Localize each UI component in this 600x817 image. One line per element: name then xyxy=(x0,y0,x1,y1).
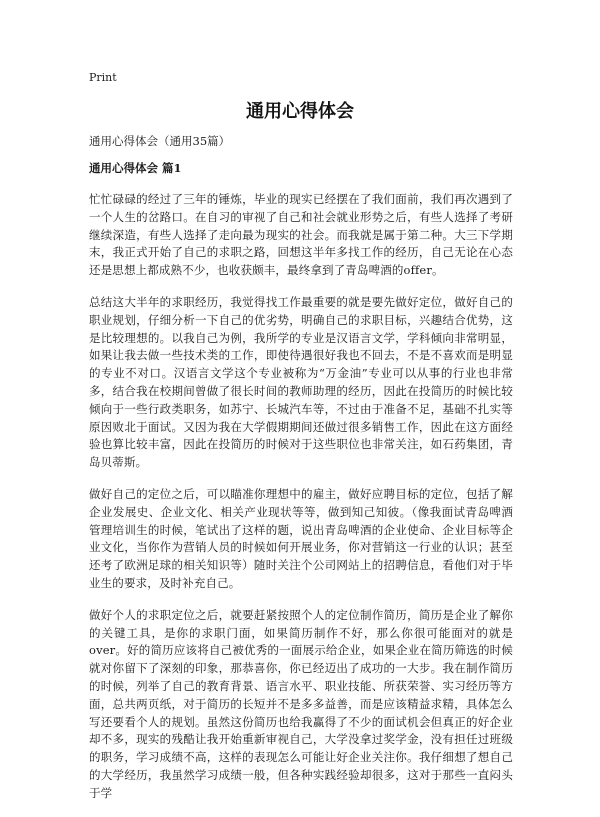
section-heading: 通用心得体会 篇1 xyxy=(89,161,182,175)
document-subtitle: 通用心得体会（通用35篇） xyxy=(89,134,231,148)
article-body xyxy=(89,191,513,817)
print-label: Print xyxy=(89,71,117,84)
paragraph-2: 总结这大半年的求职经历，我觉得找工作最重要的就是要先做好定位，做好自己的职业规划，仔细分析一下自己的优劣势，明确自己的求职目标，兴趣结合优势，这是比较理想的。以我自己为例，我所学的专业是汉语言文学，学科倾向非常明显，如果让我去做一些技术类的工作，即使待遇很好我也不回去，不是不喜欢而是明显的专业不对口。汉语言文学这个专业被称为“万金油”专业可以从事的行业也非常多，结合我在校期间曾做了很长时间的教师助理的经历，因此在投简历的时候比较倾向于一些行政类职务，如苏宁、长城汽车等，不过由于准备不足，基础不扎实等原因败北于面试。又因为我在大学假期期间还做过很多销售工作，因此在这方面经验也算比较丰富，因此在投简历的时候对于这些职位也非常关注，如石药集团，青岛贝蒂斯。 xyxy=(89,294,513,470)
paragraph-4: 做好个人的求职定位之后，就要赶紧按照个人的定位制作简历，简历是企业了解你的关键工具，是你的求职门面，如果简历制作不好，那么你很可能面对的就是over。好的简历应该将自己被优秀的一面展示给企业，如果企业在简历筛选的时候就对你留下了深刻的印象，那恭喜你，你已经迈出了成功的一大步。我在制作简历的时候，列举了自己的教育背景、语言水平、职业技能、所获荣誉、实习经历等方面，总共两页纸，对于简历的长短并不是多多益善，而是应该精益求精，具体怎么写还要看个人的规划。虽然这份简历也给我赢得了不少的面试机会但真正的好企业却不多，现实的残酷让我开始重新审视自己，大学没拿过奖学金，没有担任过班级的职务，学习成绩不高，这样的表现怎么可能让好企业关注你。我仔细想了想自己的大学经历，我虽然学习成绩一般，但各种实践经验却很多，这对于那些一直闷头于学 xyxy=(89,607,513,800)
page-title: 通用心得体会 xyxy=(246,101,354,122)
paragraph-1: 忙忙碌碌的经过了三年的锤炼，毕业的现实已经摆在了我们面前，我们再次遇到了一个人生的岔路口。在自习的审视了自己和社会就业形势之后，有些人选择了考研继续深造，有些人选择了走向最为现实的社会。而我就是属于第二种。大三下学期末，我正式开始了自己的求职之路，回想这半年多找工作的经历，自己无论在心态还是思想上都成熟不少，也收获颇丰，最终拿到了青岛啤酒的offer。 xyxy=(89,192,513,278)
paragraph-3: 做好自己的定位之后，可以瞄准你理想中的雇主，做好应聘目标的定位，包括了解企业发展史、企业文化、相关产业现状等等，做到知己知彼。（像我面试青岛啤酒管理培训生的时候，笔试出了这样的题，说出青岛啤酒的企业使命、企业目标等企业文化，当你作为营销人员的时候如何开展业务，你对营销这一行业的认识；甚至还考了欧洲足球的相关知识等）随时关注个公司网站上的招聘信息，看他们对于毕业生的要求，及时补充自己。 xyxy=(89,486,513,590)
